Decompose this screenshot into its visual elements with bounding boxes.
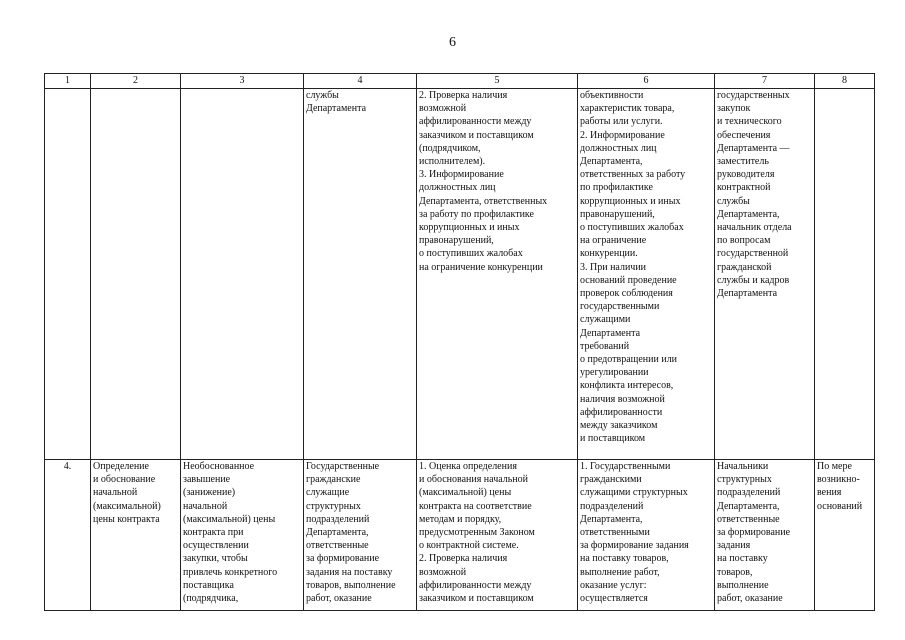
table-row-4: [45, 460, 875, 611]
cell-responsible: Начальники структурных подразделений Департамента, ответственные за формирование задания на поставку товаров, выполнение работ, оказание: [715, 460, 815, 611]
cell-responsible: государственных закупок и технического обеспечения Департамента — заместитель руководителя контрактной службы Департамента, начальник отдела по вопросам государственной гражданской службы и кадров Департамента: [715, 89, 815, 460]
cell-risk: [181, 89, 304, 460]
cell-mechanism: 1. Государственными гражданскими служащими структурных подразделений Департамента, ответственными за формирование задания на поставку товаров, выполнение работ, оказание услуг: осуществляется: [578, 460, 715, 611]
cell-risk: Необоснованное завышение (занижение) начальной (максимальной) цены контракта при осуществлении закупки, чтобы привлечь конкретного поставщика (подрядчика,: [181, 460, 304, 611]
col-header-1: 1: [45, 74, 91, 89]
col-header-6: 6: [578, 74, 715, 89]
cell-deadline: По мере возникно- вения оснований: [815, 460, 875, 611]
col-header-4: 4: [304, 74, 417, 89]
cell-positions: службы Департамента: [304, 89, 417, 460]
col-header-3: 3: [181, 74, 304, 89]
col-header-7: 7: [715, 74, 815, 89]
page-number: 6: [449, 35, 456, 50]
cell-number: [45, 89, 91, 460]
table-row-continuation: [45, 89, 875, 460]
cell-deadline: [815, 89, 875, 460]
cell-procedure: [91, 89, 181, 460]
col-header-8: 8: [815, 74, 875, 89]
col-header-2: 2: [91, 74, 181, 89]
cell-measures: 2. Проверка наличия возможной аффилированности между заказчиком и поставщиком (подрядчиком, исполнителем). 3. Информирование должностных лиц Департамента, ответственных за работу по профилактике коррупционных и иных правонарушений, о поступивших жалобах на ограничение конкуренции: [417, 89, 578, 460]
cell-number: 4.: [45, 460, 91, 611]
header-row: [45, 74, 875, 89]
cell-mechanism: объективности характеристик товара, работы или услуги. 2. Информирование должностных лиц Департамента, ответственных за работу по профилактике коррупционных и иных правонарушений, о поступивших жалобах на ограничение конкуренции. 3. При наличии оснований проведение проверок соблюдения государственными служащими Департамента требований о предотвращении или урегулировании конфликта интересов, наличия возможной аффилированности между заказчиком и поставщиком: [578, 89, 715, 460]
cell-positions: Государственные гражданские служащие структурных подразделений Департамента, ответственные за формирование задания на поставку товаров, выполнение работ, оказание: [304, 460, 417, 611]
col-header-5: 5: [417, 74, 578, 89]
cell-measures: 1. Оценка определения и обоснования начальной (максимальной) цены контракта на соответствие методам и порядку, предусмотренным Законом о контрактной системе. 2. Проверка наличия возможной аффилированности между заказчиком и поставщиком: [417, 460, 578, 611]
risk-table: [44, 73, 875, 611]
cell-procedure: Определение и обоснование начальной (максимальной) цены контракта: [91, 460, 181, 611]
